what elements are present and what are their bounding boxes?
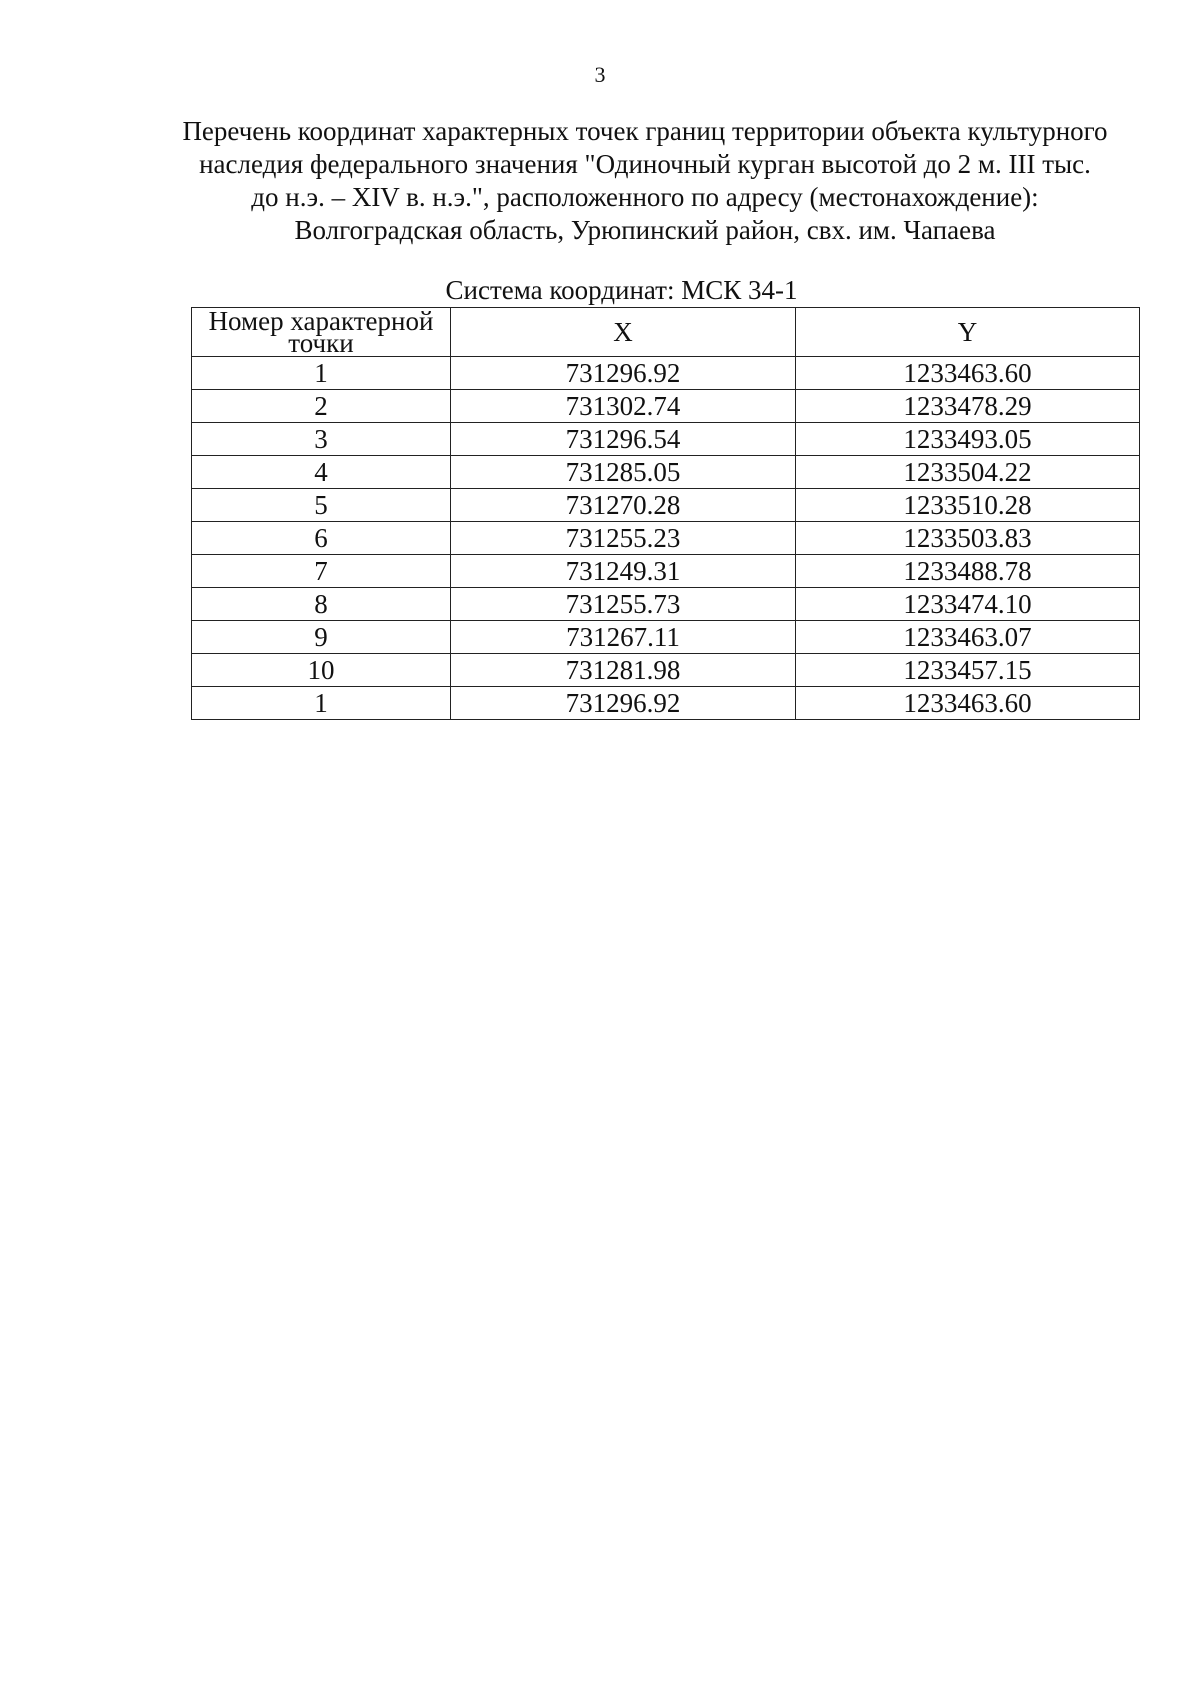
- cell-x: 731255.23: [451, 522, 796, 555]
- cell-y: 1233463.60: [796, 357, 1140, 390]
- coordinate-system-label: Система координат: МСК 34-1: [445, 275, 798, 305]
- table-row: [192, 423, 1140, 456]
- page-number: 3: [594, 62, 606, 87]
- cell-y: 1233474.10: [796, 588, 1140, 621]
- title-line: до н.э. – XIV в. н.э.", расположенного по адресу (местонахождение):: [251, 182, 1039, 212]
- cell-y: 1233504.22: [796, 456, 1140, 489]
- cell-x: 731267.11: [451, 621, 796, 654]
- table-row: [192, 687, 1140, 720]
- cell-point-number: 4: [192, 456, 451, 489]
- cell-y: 1233478.29: [796, 390, 1140, 423]
- cell-x: 731285.05: [451, 456, 796, 489]
- cell-point-number: 1: [192, 687, 451, 720]
- header-y: Y: [796, 308, 1140, 357]
- cell-y: 1233463.60: [796, 687, 1140, 720]
- table-row: [192, 357, 1140, 390]
- cell-y: 1233463.07: [796, 621, 1140, 654]
- cell-x: 731255.73: [451, 588, 796, 621]
- cell-point-number: 10: [192, 654, 451, 687]
- table-row: [192, 555, 1140, 588]
- cell-y: 1233510.28: [796, 489, 1140, 522]
- table-row: [192, 588, 1140, 621]
- table-row: [192, 489, 1140, 522]
- title-line: Перечень координат характерных точек границ территории объекта культурного: [182, 116, 1108, 146]
- table-row: [192, 390, 1140, 423]
- cell-x: 731302.74: [451, 390, 796, 423]
- cell-y: 1233503.83: [796, 522, 1140, 555]
- header-point-number: Номер характерной точки: [192, 308, 451, 357]
- table-row: [192, 621, 1140, 654]
- header-x: X: [451, 308, 796, 357]
- cell-x: 731296.92: [451, 687, 796, 720]
- table-row: [192, 654, 1140, 687]
- table-header-row: [192, 308, 1140, 357]
- table-row: [192, 456, 1140, 489]
- cell-x: 731249.31: [451, 555, 796, 588]
- table-body: [192, 357, 1140, 720]
- cell-point-number: 9: [192, 621, 451, 654]
- coordinates-table: [191, 307, 1140, 720]
- cell-point-number: 8: [192, 588, 451, 621]
- cell-x: 731270.28: [451, 489, 796, 522]
- title-line: Волгоградская область, Урюпинский район, свх. им. Чапаева: [294, 215, 996, 245]
- cell-y: 1233457.15: [796, 654, 1140, 687]
- cell-point-number: 5: [192, 489, 451, 522]
- title-line: наследия федерального значения "Одиночный курган высотой до 2 м. III тыс.: [199, 149, 1091, 179]
- cell-y: 1233488.78: [796, 555, 1140, 588]
- cell-x: 731296.92: [451, 357, 796, 390]
- document-title: [180, 115, 1110, 247]
- cell-y: 1233493.05: [796, 423, 1140, 456]
- cell-point-number: 2: [192, 390, 451, 423]
- cell-point-number: 6: [192, 522, 451, 555]
- table-row: [192, 522, 1140, 555]
- cell-x: 731296.54: [451, 423, 796, 456]
- cell-point-number: 3: [192, 423, 451, 456]
- cell-point-number: 1: [192, 357, 451, 390]
- cell-point-number: 7: [192, 555, 451, 588]
- cell-x: 731281.98: [451, 654, 796, 687]
